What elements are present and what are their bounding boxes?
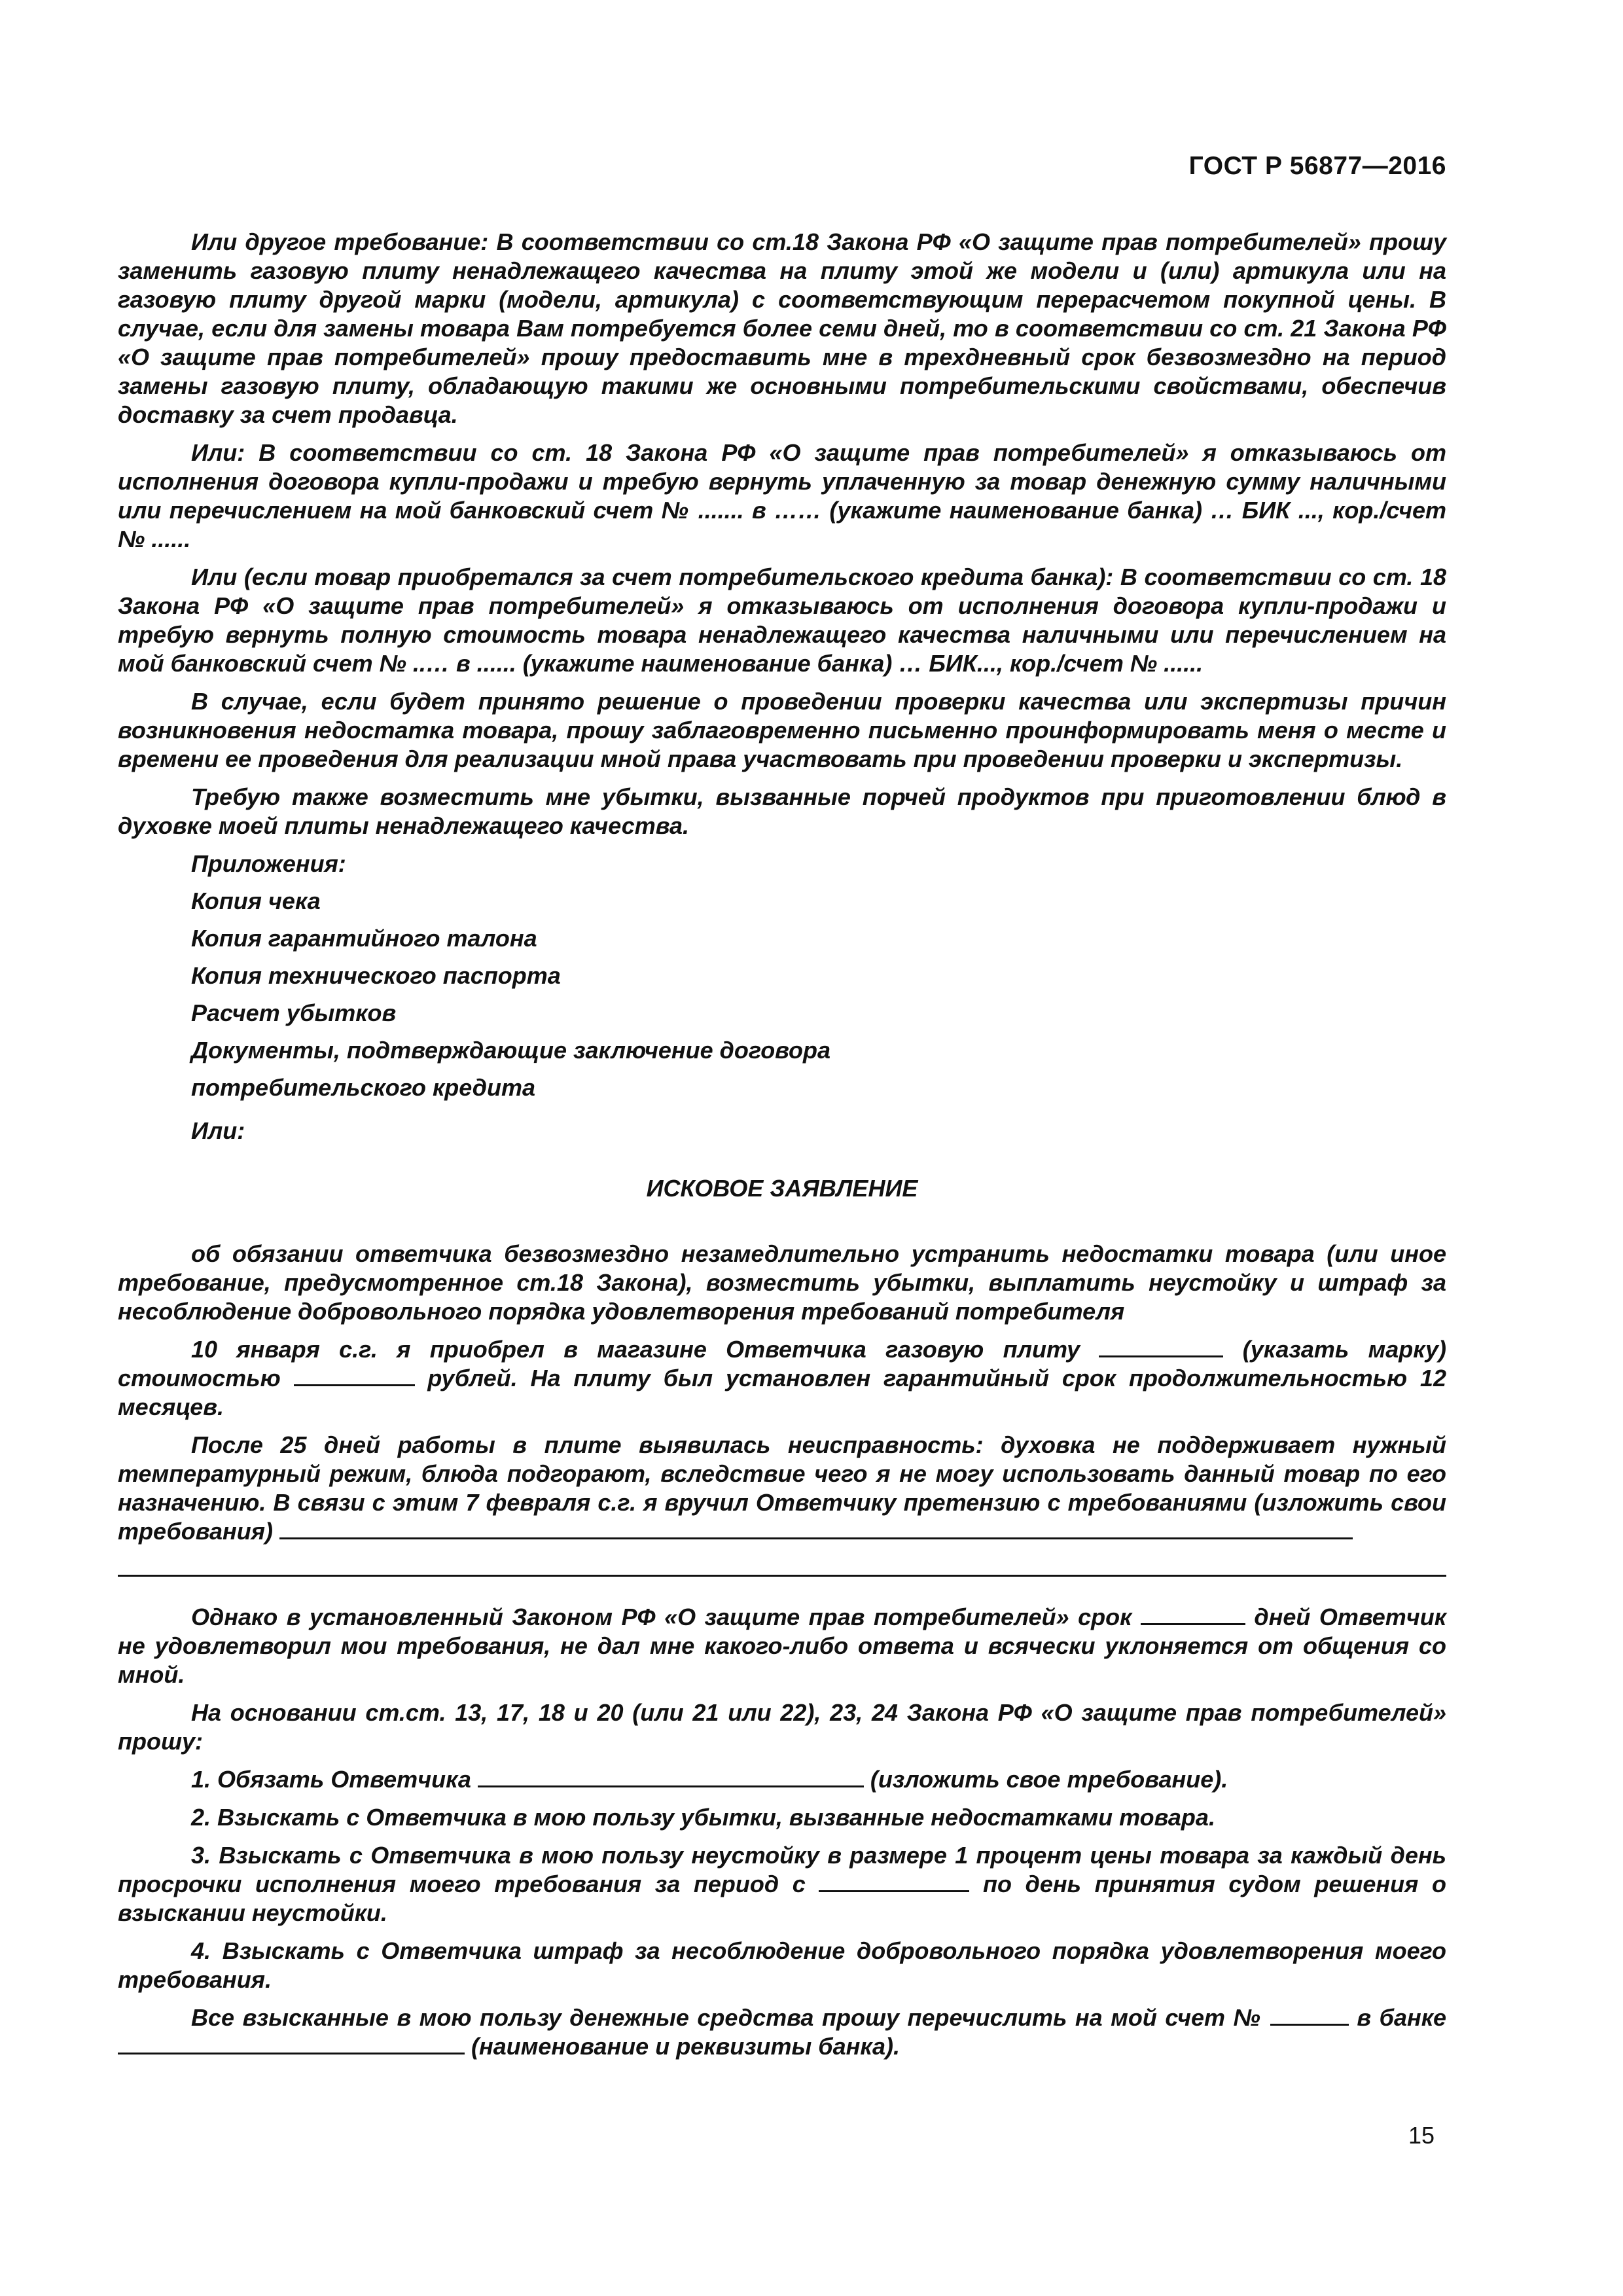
blank-account: [1270, 2004, 1349, 2026]
blank-days: [1141, 1604, 1245, 1625]
requirement-2: 2. Взыскать с Ответчика в мою пользу убытки, вызванные недостатками товара.: [191, 1804, 1215, 1831]
transfer-text-3: (наименование и реквизиты банка).: [471, 2033, 901, 2060]
attachment-item: Документы, подтверждающие заключение договора: [191, 1037, 831, 1064]
blank-requirements: [279, 1518, 1353, 1539]
page-number: 15: [1408, 2122, 1435, 2149]
document-body: [118, 228, 1446, 2070]
attachment-item: Расчет убытков: [191, 999, 397, 1026]
claim-subject: об обязании ответчика безвозмездно незамедлительно устранить недостатки товара (или иное требование, предусмотренное ст.18 Закона), возместить убытки, выплатить неустойку и штраф за несоблюдение добровольного порядка удовлетворения требований потребителя: [118, 1240, 1446, 1325]
attachments-heading: Приложения:: [191, 850, 346, 877]
transfer-text-2: в банке: [1357, 2004, 1446, 2031]
blank-period-start: [819, 1871, 969, 1892]
req1-text-2: (изложить свое требование).: [870, 1766, 1228, 1793]
document-header: ГОСТ Р 56877—2016: [1188, 152, 1446, 180]
purchase-text-2: (указать марку) стоимостью: [118, 1336, 1446, 1391]
paragraph-ignored: [118, 1603, 1446, 1689]
requirement-3: [118, 1841, 1446, 1928]
blank-brand: [1099, 1336, 1223, 1357]
attachment-item: потребительского кредита: [191, 1074, 536, 1101]
attachment-item: Копия чека: [191, 888, 321, 914]
claim-title: [118, 1174, 1446, 1203]
paragraph-transfer: [118, 2003, 1446, 2061]
purchase-text-3: рублей. На плиту был установлен гарантийный срок продолжительностью 12 месяцев.: [118, 1365, 1446, 1420]
ignored-text-1: Однако в установленный Законом РФ «О защите прав потребителей» срок: [191, 1604, 1132, 1630]
defect-text: После 25 дней работы в плите выявилась неисправность: духовка не поддерживает нужный температурный режим, блюда подгорают, вследствие чего я не могу использовать данный товар по его назначению. В связи с этим 7 февраля с.г. я вручил Ответчику претензию с требованиями (изложить свои требования): [118, 1431, 1446, 1545]
or-label: Или:: [191, 1117, 245, 1144]
attachment-item: Копия технического паспорта: [191, 962, 561, 989]
req1-text-1: 1. Обязать Ответчика: [191, 1766, 471, 1793]
paragraph-purchase: [118, 1335, 1446, 1422]
paragraph-credit-refund: Или (если товар приобретался за счет потребительского кредита банка): В соответствии со ст. 18 Закона РФ «О защите прав потребителей» я отказываюсь от исполнения договора купли-продажи и требую вернуть полную стоимость товара ненадлежащего качества наличными или перечислением на мой банковский счет № ..… в ...... (укажите наименование банка) … БИК..., кор./счет № ......: [118, 564, 1446, 677]
requirement-1: [118, 1765, 1446, 1794]
paragraph-refund: Или: В соответствии со ст. 18 Закона РФ «О защите прав потребителей» я отказываюсь от исполнения договора купли-продажи и требую вернуть уплаченную за товар денежную сумму наличными или перечислением на мой банковский счет № ....... в …… (укажите наименование банка) … БИК ..., кор./счет № ......: [118, 439, 1446, 552]
blank-requirements-line: [118, 1555, 1446, 1577]
purchase-text-1: 10 января с.г. я приобрел в магазине Ответчика газовую плиту: [191, 1336, 1080, 1363]
paragraph-basis: На основании ст.ст. 13, 17, 18 и 20 (или 21 или 22), 23, 24 Закона РФ «О защите прав потребителей» прошу:: [118, 1699, 1446, 1755]
paragraph-replacement: Или другое требование: В соответствии со ст.18 Закона РФ «О защите прав потребителей» прошу заменить газовую плиту ненадлежащего качества на плиту этой же модели и (или) артикула или на газовую плиту другой марки (модели, артикула) с соответствующим перерасчетом покупной цены. В случае, если для замены товара Вам потребуется более семи дней, то в соответствии со ст. 21 Закона РФ «О защите прав потребителей» прошу предоставить мне в трехдневный срок безвозмездно на период замены газовую плиту, обладающую такими же основными потребительскими свойствами, обеспечив доставку за счет продавца.: [118, 228, 1446, 428]
transfer-text-1: Все взысканные в мою пользу денежные средства прошу перечислить на мой счет №: [191, 2004, 1262, 2031]
requirement-4: 4. Взыскать с Ответчика штраф за несоблюдение добровольного порядка удовлетворения моего требования.: [118, 1937, 1446, 1993]
claim-title-text: ИСКОВОЕ ЗАЯВЛЕНИЕ: [646, 1175, 918, 1202]
attachment-item: Копия гарантийного талона: [191, 925, 537, 952]
ignored-text-2: дней Ответчик не удовлетворил мои требования, не дал мне какого-либо ответа и всячески уклоняется от общения со мной.: [118, 1604, 1446, 1688]
blank-requirement: [478, 1766, 864, 1787]
req3-text-2: по день принятия судом решения о взыскании неустойки.: [118, 1871, 1446, 1926]
paragraph-expertise: В случае, если будет принято решение о проведении проверки качества или экспертизы причин возникновения недостатка товара, прошу заблаговременно письменно проинформировать меня о месте и времени ее проведения для реализации мной права участвовать при проведении проверки и экспертизы.: [118, 688, 1446, 772]
paragraph-losses: Требую также возместить мне убытки, вызванные порчей продуктов при приготовлении блюд в духовке моей плиты ненадлежащего качества.: [118, 783, 1446, 839]
paragraph-defect: [118, 1431, 1446, 1546]
req3-text-1: 3. Взыскать с Ответчика в мою пользу неустойку в размере 1 процент цены товара за каждый день просрочки исполнения моего требования за период с: [118, 1842, 1446, 1897]
blank-price: [294, 1365, 415, 1386]
blank-bank: [118, 2033, 465, 2054]
